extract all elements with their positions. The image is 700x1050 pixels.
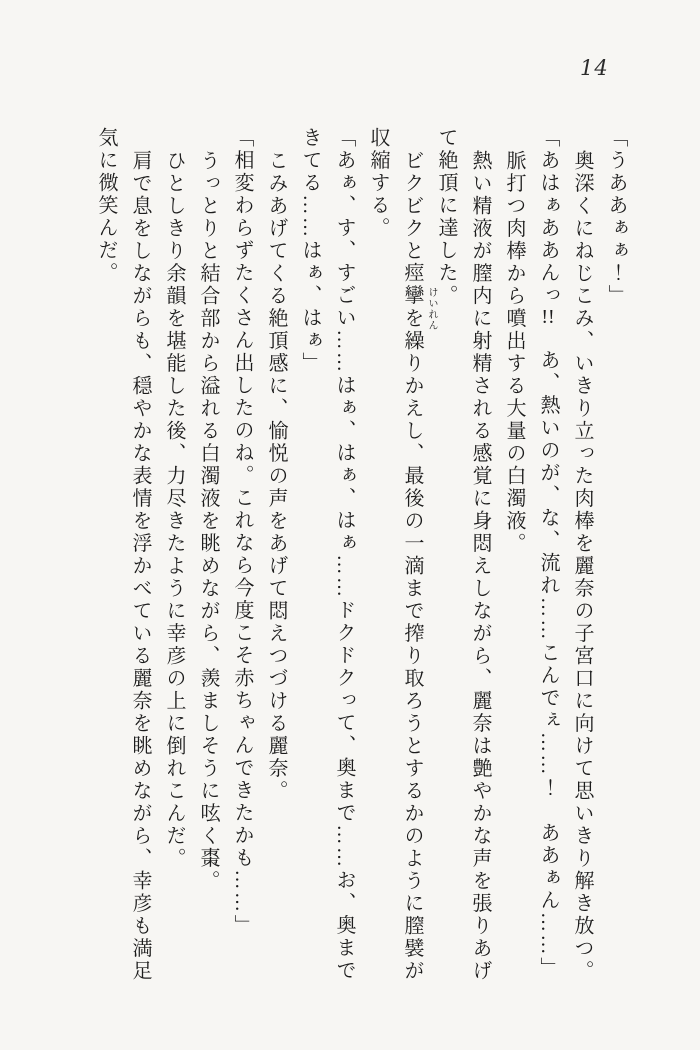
dialogue-text: 「あはぁああんっ bbox=[537, 127, 559, 307]
narrative-paragraph: 奥深くにねじこみ、いきり立った肉棒を麗奈の子宮口に向けて思いきり解き放つ。 bbox=[571, 149, 593, 982]
dialogue-paragraph: 「あぁ、す、すごい……はぁ、はぁ、はぁ……ドクドクって、奥まで……お、奥まできてる……はぁ、はぁ」 bbox=[299, 127, 355, 982]
narrative-paragraph: ひとしきり余韻を堪能した後、力尽きたように幸彦の上に倒れこんだ。 bbox=[163, 149, 185, 870]
narrative-paragraph: うっとりと結合部から溢れる白濁液を眺めながら、羨ましそうに呟く棗。 bbox=[197, 149, 219, 892]
furigana: けいれん bbox=[426, 286, 437, 331]
narrative-paragraph bbox=[361, 127, 437, 987]
narrative-paragraph: 脈打つ肉棒から噴出する大量の白濁液。 bbox=[503, 149, 525, 555]
narrative-paragraph: 熱い精液が膣内に射精される感覚に身悶えしながら、麗奈は艶やかな声を張りあげて絶頂に達した。 bbox=[435, 127, 491, 982]
narrative-text: を繰りかえし、最後の一滴まで搾り取ろうとするかのように膣襞が収縮する。 bbox=[367, 127, 423, 982]
narrative-text: ビクビクと bbox=[401, 149, 423, 262]
narrative-paragraph: 肩で息をしながらも、穏やかな表情を浮かべている麗奈を眺めながら、幸彦も満足気に微笑んだ。 bbox=[95, 127, 151, 982]
dialogue-paragraph: 「相変わらずたくさん出したのね。これなら今度こそ赤ちゃんできたかも……」 bbox=[231, 127, 253, 937]
double-exclamation: !! bbox=[541, 307, 555, 327]
dialogue-paragraph bbox=[531, 127, 565, 987]
narrative-paragraph: こみあげてくる絶頂感に、愉悦の声をあげて悶えつづける麗奈。 bbox=[265, 149, 287, 802]
dialogue-text: あ、熱いのが、な、流れ……こんでぇ……！ ああぁん……」 bbox=[537, 327, 559, 980]
ruby-kanji: 痙攣 bbox=[401, 262, 423, 307]
ruby-base bbox=[401, 262, 437, 331]
page-number: 14 bbox=[580, 56, 609, 80]
text-block bbox=[89, 127, 633, 987]
dialogue-paragraph: 「うああぁぁ！」 bbox=[605, 127, 627, 307]
